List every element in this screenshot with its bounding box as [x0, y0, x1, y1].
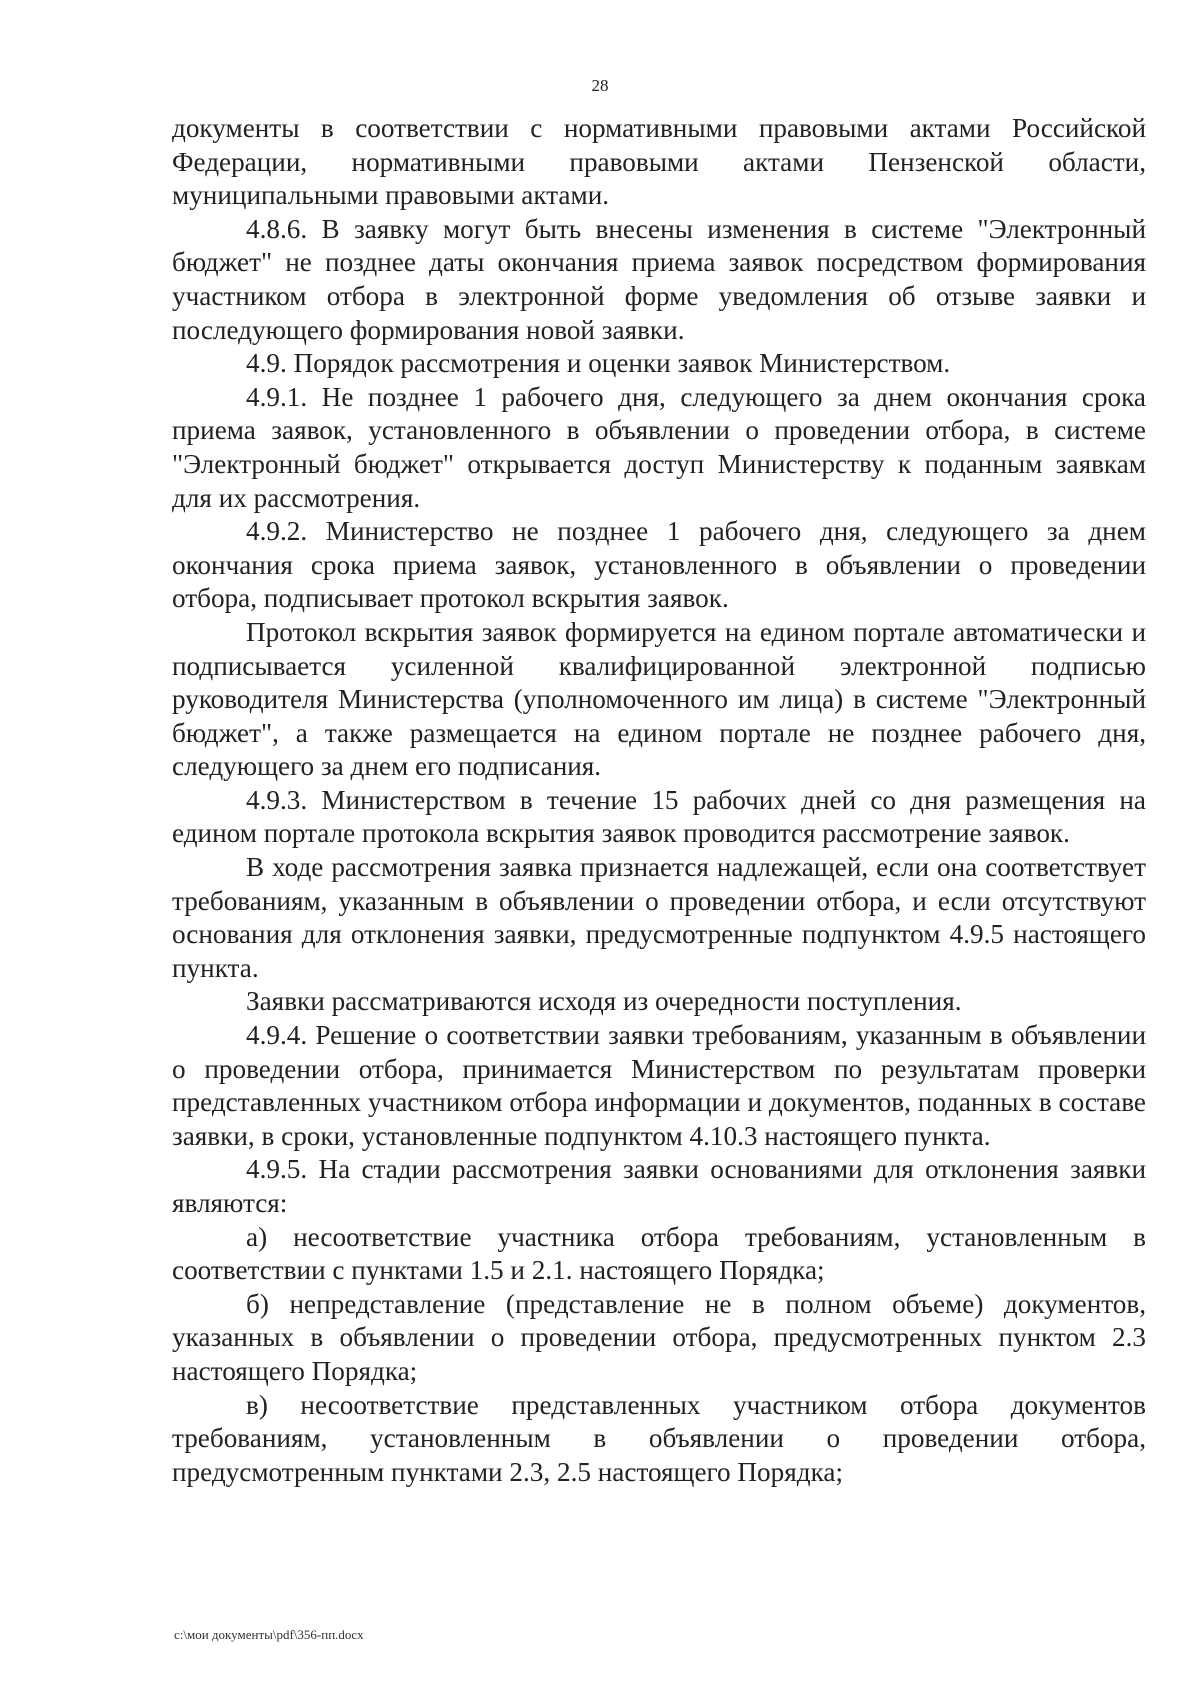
list-item-a: а) несоответствие участника отбора требованиям, установленным в соответствии с пунктами 1.5 и 2.1. настоящего Порядка;	[172, 1221, 1146, 1286]
paragraph-order: Заявки рассматриваются исходя из очередности поступления.	[246, 986, 962, 1017]
paragraph-4-9-5: 4.9.5. На стадии рассмотрения заявки основаниями для отклонения заявки являются:	[172, 1154, 1146, 1218]
paragraph-4-9-3: 4.9.3. Министерством в течение 15 рабочих дней со дня размещения на едином портале протокола вскрытия заявок проводится рассмотрение заявок.	[172, 784, 1146, 849]
paragraph-4-8-6: 4.8.6. В заявку могут быть внесены изменения в системе "Электронный бюджет" не позднее даты окончания приема заявок посредством формирования участником отбора в электронной форме уведомления об отзыве заявки и последующего формирования новой заявки.	[172, 213, 1146, 345]
footer-file-path: c:\мои документы\pdf\356-пп.docx	[174, 1627, 364, 1642]
paragraph-4-9-2: 4.9.2. Министерство не позднее 1 рабочего дня, следующего за днем окончания срока приема заявок, установленного в объявлении о проведении отбора, подписывает протокол вскрытия заявок.	[172, 516, 1146, 614]
paragraph-4-9: 4.9. Порядок рассмотрения и оценки заявок Министерством.	[246, 348, 951, 379]
document-body	[172, 112, 1146, 1489]
paragraph-4-9-4: 4.9.4. Решение о соответствии заявки требованиям, указанным в объявлении о проведении отбора, принимается Министерством по результатам проверки представленных участником отбора информации и документов, поданных в составе заявки, в сроки, установленные подпунктом 4.10.3 настоящего пункта.	[172, 1020, 1146, 1151]
paragraph-review: В ходе рассмотрения заявка признается надлежащей, если она соответствует требованиям, указанным в объявлении о проведении отбора, и если отсутствуют основания для отклонения заявки, предусмотренные подпунктом 4.9.5 настоящего пункта.	[172, 852, 1146, 983]
paragraph-continuation: документы в соответствии с нормативными правовыми актами Российской Федерации, нормативными правовыми актами Пензенской области, муниципальными правовыми актами.	[172, 113, 1146, 211]
page-number: 28	[591, 76, 609, 95]
paragraph-protocol: Протокол вскрытия заявок формируется на едином портале автоматически и подписывается усиленной квалифицированной электронной подписью руководителя Министерства (уполномоченного им лица) в системе "Электронный бюджет", а также размещается на едином портале не позднее рабочего дня, следующего за днем его подписания.	[172, 616, 1146, 782]
list-item-b: б) непредставление (представление не в полном объеме) документов, указанных в объявлении о проведении отбора, предусмотренных пунктом 2.3 настоящего Порядка;	[172, 1288, 1146, 1386]
list-item-v: в) несоответствие представленных участником отбора документов требованиям, установленным в объявлении о проведении отбора, предусмотренным пунктами 2.3, 2.5 настоящего Порядка;	[172, 1389, 1146, 1487]
paragraph-4-9-1: 4.9.1. Не позднее 1 рабочего дня, следующего за днем окончания срока приема заявок, установленного в объявлении о проведении отбора, в системе "Электронный бюджет" открывается доступ Министерству к поданным заявкам для их рассмотрения.	[172, 381, 1146, 513]
